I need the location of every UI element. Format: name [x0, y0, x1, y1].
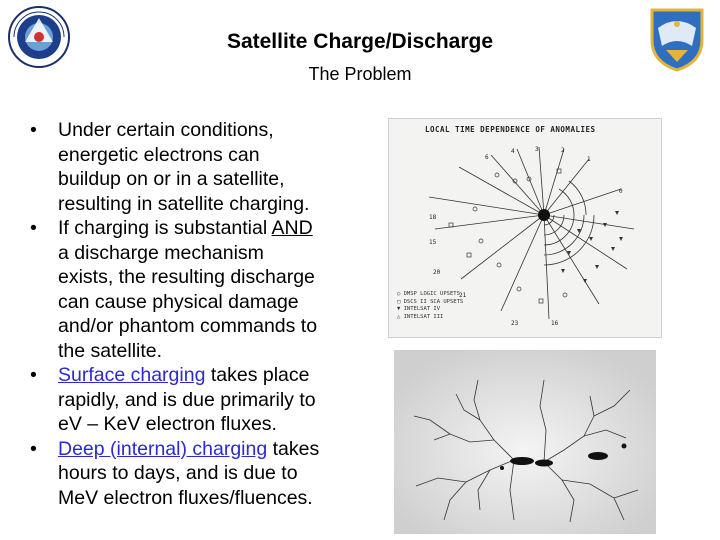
emphasis-and: AND: [271, 217, 313, 239]
bullet-marker: •: [30, 119, 37, 141]
figure-title: LOCAL TIME DEPENDENCE OF ANOMALIES: [425, 125, 596, 134]
hour-label: 4: [511, 148, 515, 155]
hour-label: 20: [433, 269, 441, 276]
hour-label: 23: [511, 320, 519, 327]
hour-label: 6: [485, 154, 489, 161]
hour-label: 21: [459, 292, 467, 299]
bullet-marker: •: [30, 437, 37, 460]
hour-label: 18: [429, 214, 437, 221]
bullet-list: [26, 118, 386, 510]
lichtenberg-figure: [394, 350, 656, 534]
hour-label: 16: [551, 320, 559, 327]
local-time-anomalies-figure: [388, 118, 662, 338]
hour-label: 15: [429, 239, 437, 246]
bullet-marker: •: [30, 364, 37, 386]
figure-legend: ○ DMSP LOGIC UPSETS □ DSCS II SCA UPSETS ▼ INTELSAT IV △ INTELSAT III: [397, 291, 464, 320]
slide-subtitle: The Problem: [308, 64, 412, 84]
deep-charging-link[interactable]: Deep (internal) charging: [58, 437, 268, 460]
hour-label: 1: [587, 156, 591, 163]
bullet-item: • Deep (internal) charging takes hours to days, and is due to MeV electron fluxes/fluences.: [30, 437, 320, 509]
bullet-item: • Surface charging takes place rapidly, and is due primarily to eV – KeV electron fluxes.: [30, 364, 316, 435]
bullet-item: • If charging is substantial AND a discharge mechanism exists, the resulting discharge can cause physical damage and/or phantom commands to the satellite.: [30, 217, 318, 362]
surface-charging-link[interactable]: Surface charging: [58, 364, 206, 386]
hour-label: 3: [535, 146, 539, 153]
hour-label: 0: [619, 188, 623, 195]
bullet-marker: •: [30, 217, 37, 239]
slide-title: Satellite Charge/Discharge: [226, 30, 494, 53]
hour-label: 2: [561, 147, 565, 154]
discharge-photo: [394, 350, 656, 534]
bullet-item: • Under certain conditions, energetic electrons can buildup on or in a satellite, resulting in satellite charging.: [30, 119, 310, 215]
